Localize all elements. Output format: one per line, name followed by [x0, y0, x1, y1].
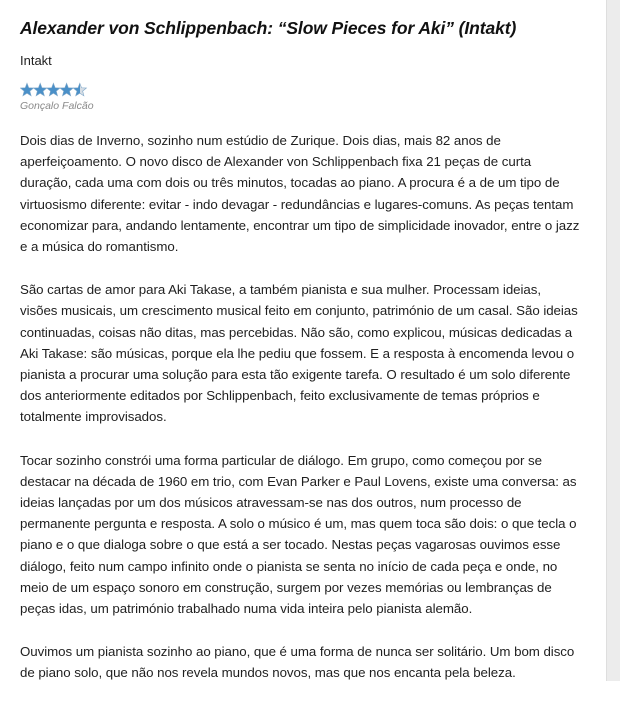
article-paragraph: São cartas de amor para Aki Takase, a também pianista e sua mulher. Processam ideias, visões musicais, um crescimento musical feito em conjunto, património de um casal. São ideias continuadas, coisas não ditas, mas percebidas. Não são, como explicou, músicas dedicadas a Aki Takase: são músicas, porque ela lhe pediu que fossem. E a resposta à encomenda levou o pianista a procurar uma solução para esta tão exigente tarefa. O resultado é um solo diferente dos anteriormente editados por Schlippenbach, feito exclusivamente de temas próprios e totalmente improvisados. — [20, 282, 578, 425]
article-paragraph: Ouvimos um pianista sozinho ao piano, que é uma forma de nunca ser solitário. Um bom disco de piano solo, que não nos revela mundos novos, mas que nos encanta pela beleza. — [20, 644, 575, 681]
star-icon — [47, 83, 60, 96]
star-rating — [20, 82, 582, 98]
star-rating-icon — [20, 82, 90, 98]
article — [20, 0, 582, 706]
record-label: Intakt — [20, 53, 52, 68]
article-title: Alexander von Schlippenbach: “Slow Pieces for Aki” (Intakt) — [20, 18, 517, 38]
star-icon — [60, 83, 73, 96]
star-icon — [34, 83, 47, 96]
star-icon — [73, 83, 86, 96]
article-body — [20, 130, 582, 684]
star-icon — [20, 83, 33, 96]
article-paragraph: Dois dias de Inverno, sozinho num estúdio de Zurique. Dois dias, mais 82 anos de aperfeiçoamento. O novo disco de Alexander von Schlippenbach fixa 21 peças de curta duração, cada uma com dois ou três minutos, tocadas ao piano. A procura é a de um tipo de virtuosismo diferente: evitar - indo devagar - redundâncias e lugares-comuns. As peças tentam economizar para, andando lentamente, encontrar um tipo de simplicidade inovador, entre o jazz e a música do romantismo. — [20, 133, 580, 255]
article-paragraph: Tocar sozinho constrói uma forma particular de diálogo. Em grupo, como começou por se destacar na década de 1960 em trio, com Evan Parker e Paul Lovens, existe uma conversa: as ideias lançadas por um dos músicos atravessam-se nas dos outros, num processo de permanente pergunta e resposta. A solo o músico é um, mas quem toca são dois: o que tecla o piano e o que dialoga sobre o que está a ser tocado. Nestas peças vagarosas ouvimos esse diálogo, feito num campo infinito onde o pianista se senta no início de cada peça e onde, no meio de um espaço sonoro em construção, surgem por vezes memórias ou lembranças de peças idas, um património trabalhado numa vida inteira pelo pianista alemão. — [20, 452, 577, 617]
scrollbar[interactable] — [606, 0, 620, 681]
author-name: Gonçalo Falcão — [20, 100, 94, 112]
